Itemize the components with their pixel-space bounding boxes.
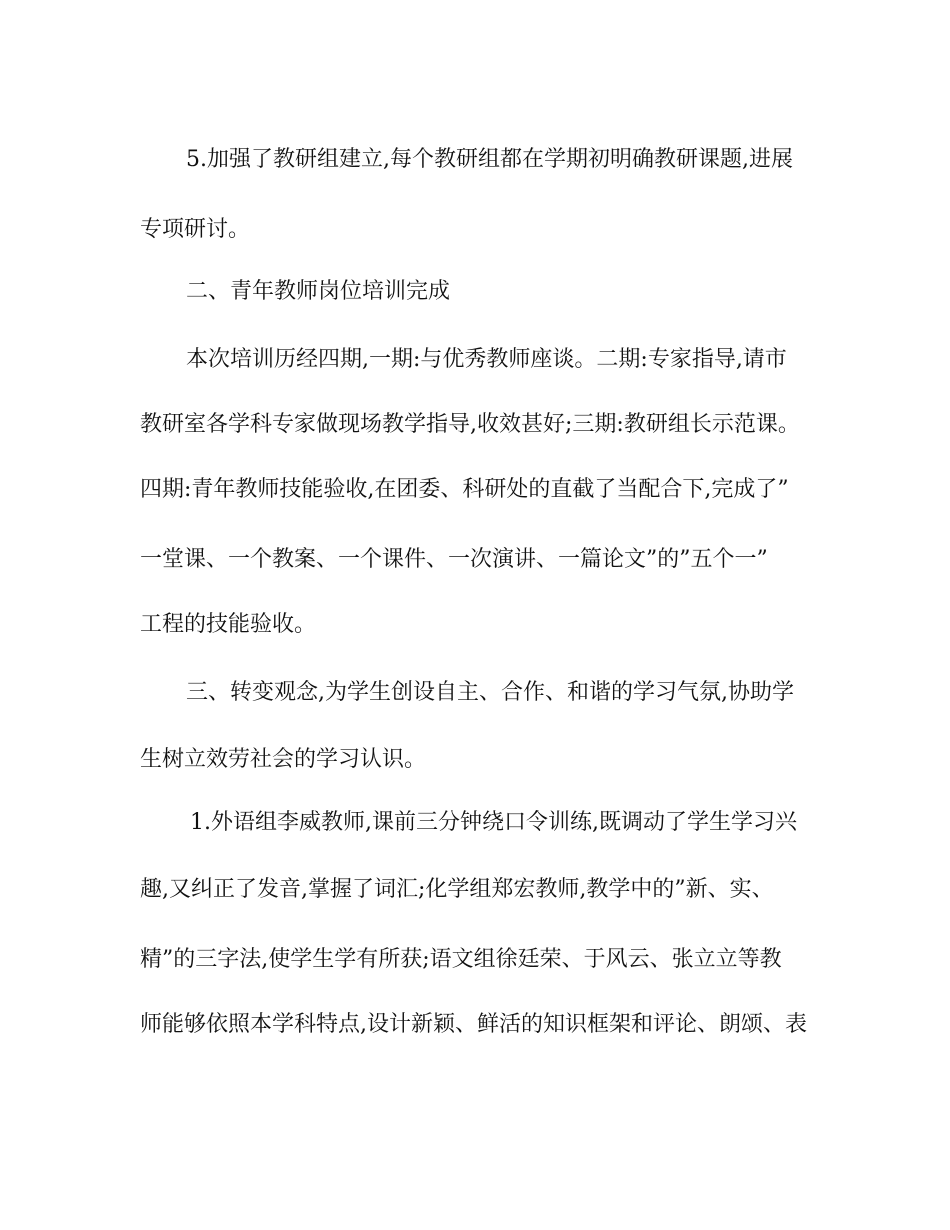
paragraph-line-4: 本次培训历经四期,一期:与优秀教师座谈。二期:专家指导,请市 — [186, 347, 787, 372]
paragraph-line-14: 师能够依照本学科特点,设计新颖、鲜活的知识框架和评论、朗颂、表 — [140, 1012, 807, 1037]
paragraph-line-6: 四期:青年教师技能验收,在团委、科研处的直截了当配合下,完成了” — [140, 477, 789, 502]
paragraph-line-13: 精”的三字法,使学生学有所获;语文组徐廷荣、于风云、张立立等教 — [140, 947, 782, 972]
paragraph-line-11: 1.外语组李威教师,课前三分钟绕口令训练,既调动了学生学习兴 — [190, 810, 797, 835]
section-heading-3: 三、转变观念,为学生创设自主、合作、和谐的学习气氛,协助学 — [186, 680, 794, 705]
paragraph-line-1: 5.加强了教研组建立,每个教研组都在学期初明确教研课题,进展 — [186, 147, 793, 172]
paragraph-line-2: 专项研讨。 — [140, 217, 251, 242]
paragraph-line-7: 一堂课、一个教案、一个课件、一次演讲、一篇论文”的”五个一” — [140, 547, 768, 572]
paragraph-line-10: 生树立效劳社会的学习认识。 — [140, 747, 427, 772]
paragraph-line-12: 趣,又纠正了发音,掌握了词汇;化学组郑宏教师,教学中的”新、实、 — [140, 877, 774, 902]
paragraph-line-5: 教研室各学科专家做现场教学指导,收效甚好;三期:教研组长示范课。 — [140, 412, 800, 437]
section-heading-2: 二、青年教师岗位培训完成 — [186, 279, 451, 304]
paragraph-line-8: 工程的技能验收。 — [140, 612, 317, 637]
